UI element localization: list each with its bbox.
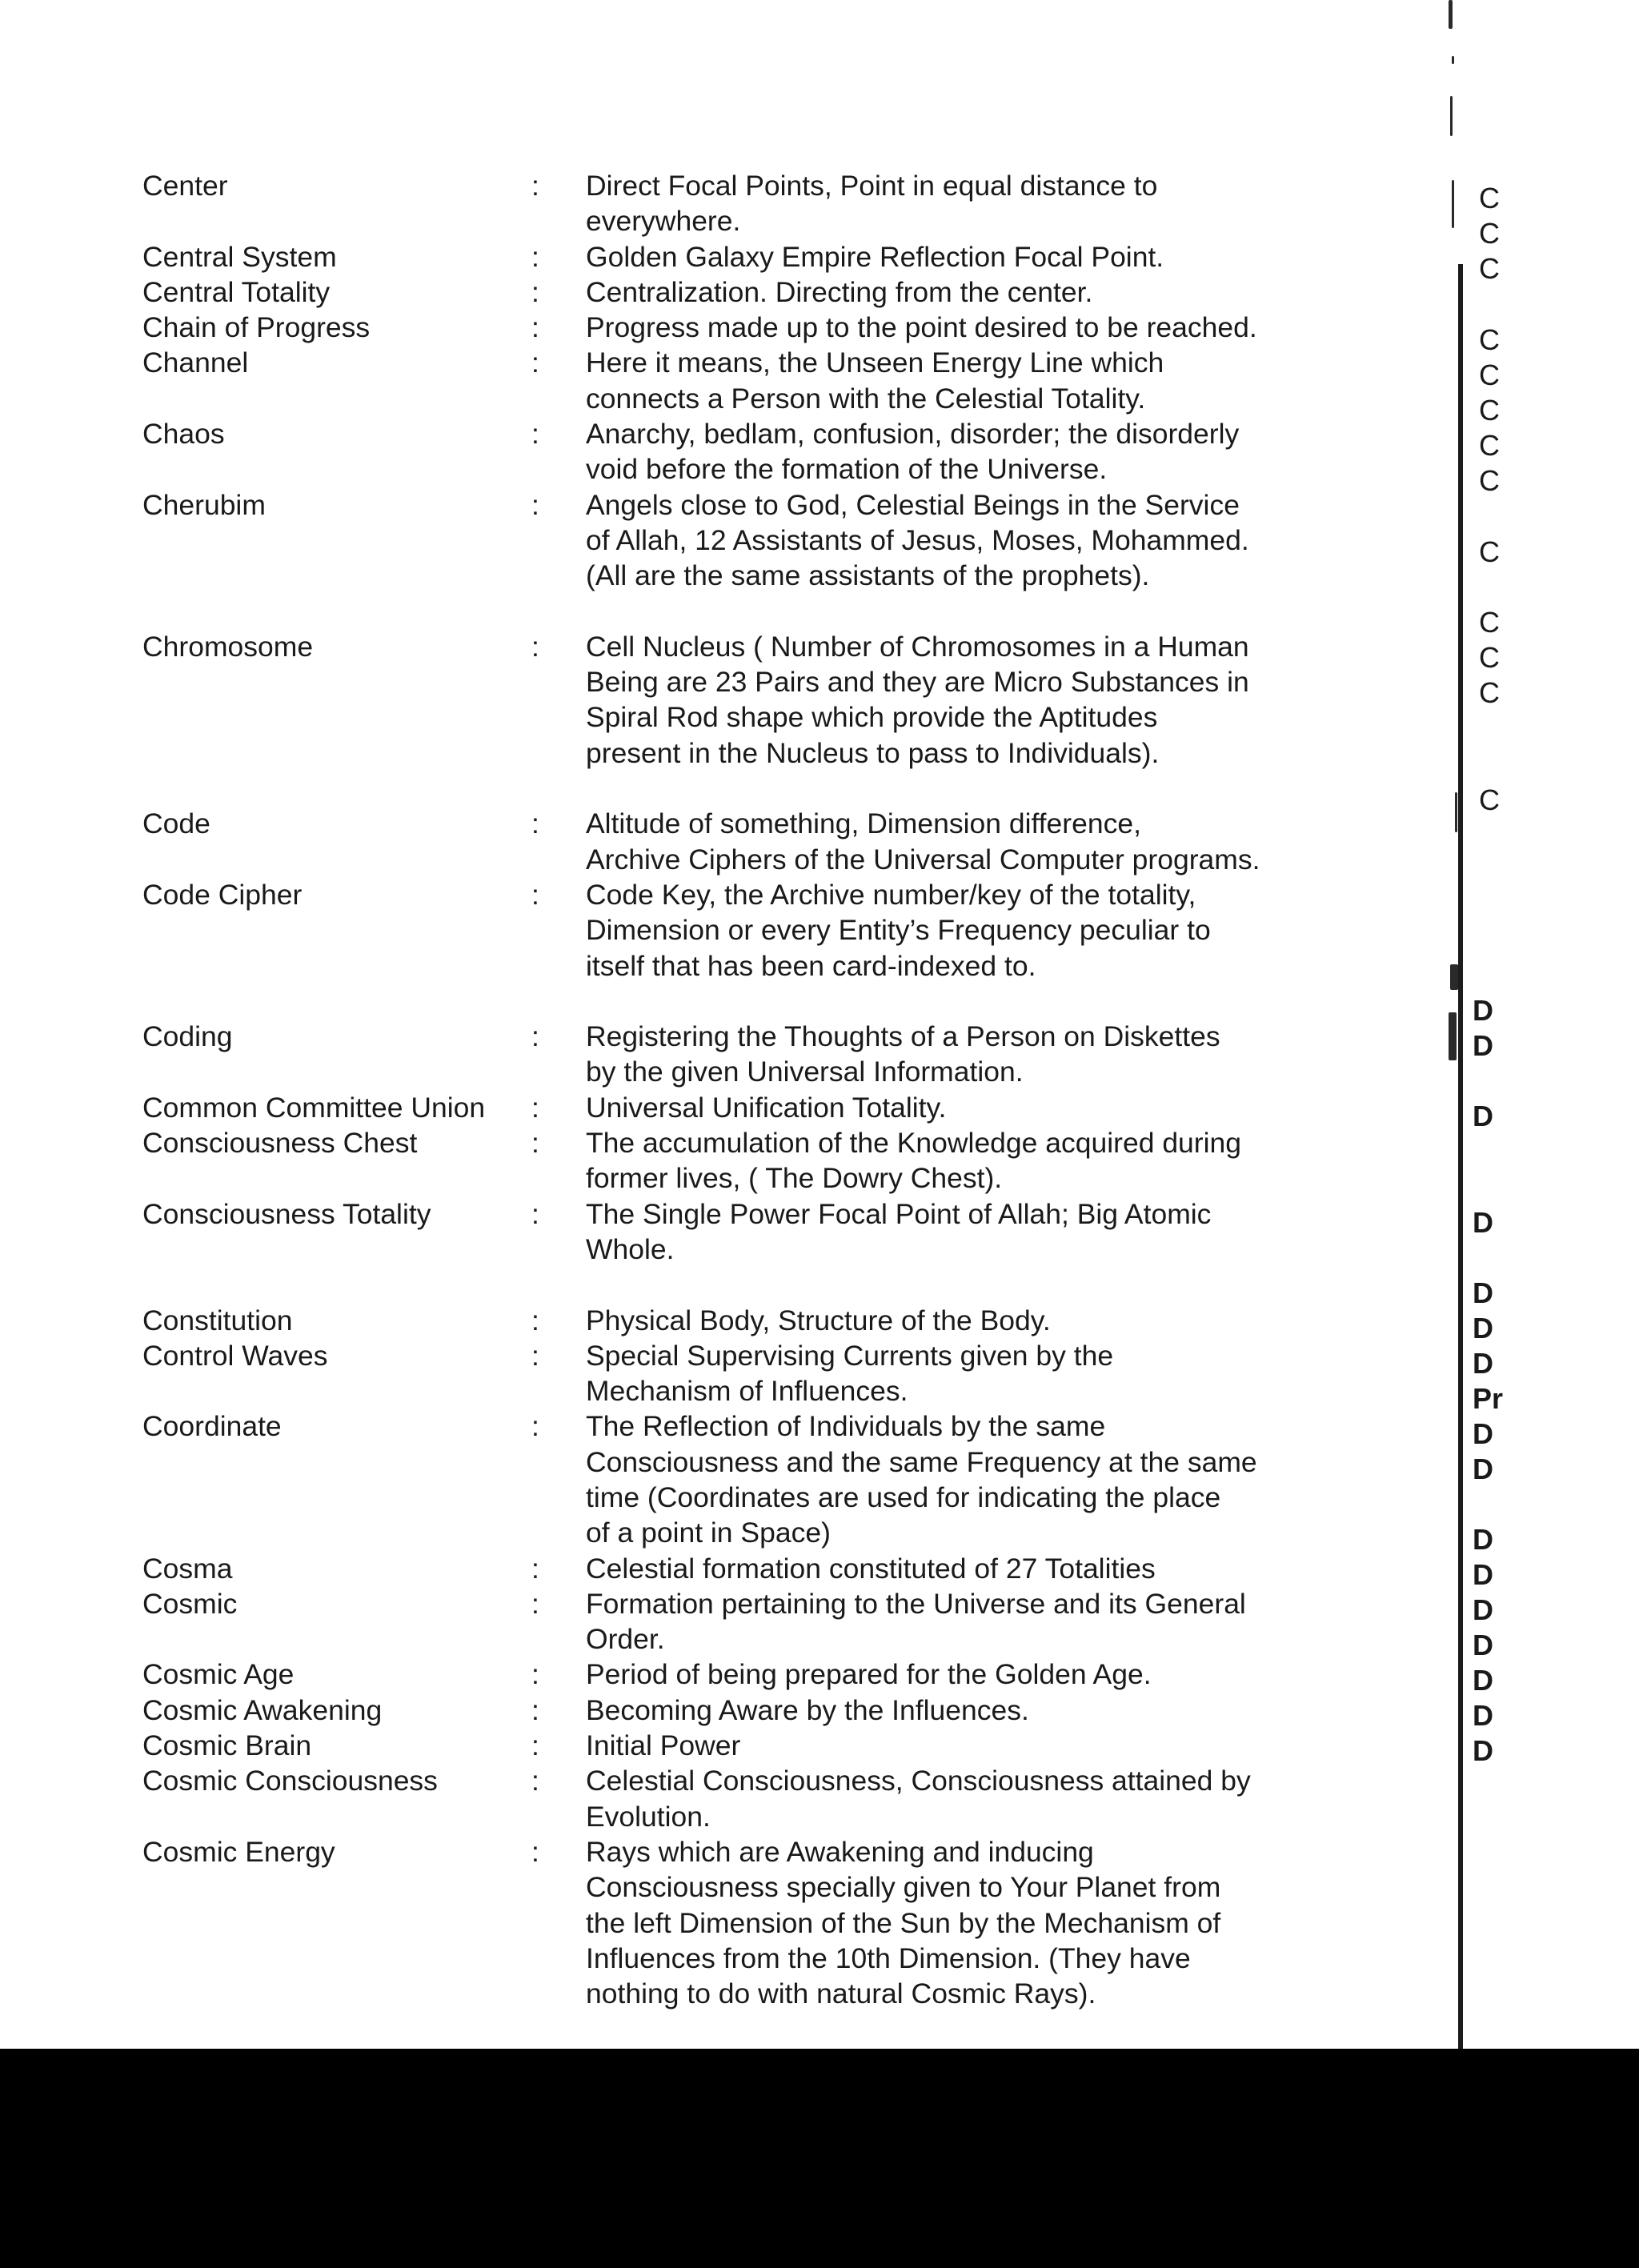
- scan-mark: [1450, 96, 1453, 136]
- glossary-entry: [142, 1019, 1295, 1090]
- definition-line: Influences from the 10th Dimension. (They have: [586, 1941, 1191, 1974]
- definition-line: time (Coordinates are used for indicating the place: [586, 1481, 1221, 1513]
- entry-separator: :: [531, 630, 539, 663]
- entry-term: Center: [142, 170, 228, 202]
- entry-definition: [586, 1196, 1290, 1268]
- facing-page-letter: C: [1479, 394, 1500, 427]
- definition-line: Order.: [586, 1623, 665, 1656]
- facing-page-letter: D: [1473, 1417, 1493, 1450]
- entry-term: Cosmic Brain: [142, 1729, 312, 1762]
- facing-page-letter: C: [1479, 217, 1500, 250]
- facing-page-letter: Pr: [1473, 1382, 1504, 1415]
- entry-separator: :: [531, 347, 539, 379]
- entry-term: Cosmic Consciousness: [142, 1765, 438, 1797]
- entry-term: Consciousness Totality: [142, 1197, 431, 1230]
- facing-page-letter: C: [1479, 464, 1500, 497]
- facing-page-letter: D: [1473, 1734, 1493, 1767]
- definition-line: Registering the Thoughts of a Person on Diskettes: [586, 1020, 1220, 1053]
- definition-line: everywhere.: [586, 205, 741, 238]
- glossary-entry: [142, 877, 1295, 984]
- definition-line: Being are 23 Pairs and they are Micro Substances in: [586, 666, 1249, 699]
- definition-line: Universal Unification Totality.: [586, 1091, 947, 1124]
- glossary-entry: [142, 1763, 1295, 1834]
- definition-line: Period of being prepared for the Golden Age.: [586, 1658, 1152, 1691]
- entry-term: Constitution: [142, 1304, 293, 1336]
- entry-separator: :: [531, 170, 539, 202]
- definition-line: the left Dimension of the Sun by the Mechanism of: [586, 1906, 1221, 1939]
- definition-line: Celestial formation constituted of 27 Totalities: [586, 1552, 1156, 1585]
- entry-term: Channel: [142, 347, 249, 379]
- entry-separator: :: [531, 1020, 539, 1053]
- entry-separator: :: [531, 1765, 539, 1797]
- entry-definition: [586, 416, 1290, 487]
- entry-term: Cosmic Awakening: [142, 1693, 383, 1726]
- entry-term: Cosmic Age: [142, 1658, 295, 1691]
- entry-definition: [586, 1408, 1290, 1550]
- glossary-entry: [142, 1196, 1295, 1268]
- definition-line: (All are the same assistants of the prophets).: [586, 559, 1150, 592]
- entry-separator: :: [531, 311, 539, 344]
- scan-mark: [1452, 56, 1454, 64]
- entry-definition: [586, 806, 1290, 877]
- entry-definition: [586, 1586, 1290, 1657]
- definition-line: Special Supervising Currents given by the: [586, 1339, 1114, 1372]
- definition-line: Formation pertaining to the Universe and its General: [586, 1587, 1246, 1620]
- glossary-entry: [142, 1586, 1295, 1657]
- entry-separator: :: [531, 1587, 539, 1620]
- definition-line: Initial Power: [586, 1729, 741, 1762]
- entry-definition: [586, 310, 1290, 345]
- entry-term: Code Cipher: [142, 878, 303, 911]
- glossary-entry: [142, 1408, 1295, 1550]
- definition-line: Golden Galaxy Empire Reflection Focal Point.: [586, 240, 1164, 273]
- definition-line: Code Key, the Archive number/key of the totality,: [586, 878, 1196, 911]
- glossary-entry: [142, 1728, 1295, 1763]
- glossary-entry: [142, 1551, 1295, 1586]
- entry-definition: [586, 274, 1290, 310]
- entry-definition: [586, 629, 1290, 771]
- entry-term: Coordinate: [142, 1410, 282, 1443]
- entry-definition: [586, 345, 1290, 416]
- facing-page-letter: D: [1473, 1629, 1493, 1661]
- entry-term: Coding: [142, 1020, 233, 1053]
- definition-line: Mechanism of Influences.: [586, 1375, 908, 1408]
- facing-page-letter: D: [1473, 1523, 1493, 1556]
- definition-line: by the given Universal Information.: [586, 1056, 1024, 1088]
- entry-term: Chain of Progress: [142, 311, 371, 344]
- definition-line: Physical Body, Structure of the Body.: [586, 1304, 1051, 1336]
- entry-separator: :: [531, 1091, 539, 1124]
- facing-page-letter: D: [1473, 1664, 1493, 1697]
- definition-line: Direct Focal Points, Point in equal distance to: [586, 170, 1158, 202]
- facing-page-letter: C: [1479, 535, 1500, 568]
- glossary-entry: [142, 1090, 1295, 1125]
- facing-page-letter: D: [1473, 1206, 1493, 1239]
- entry-separator: :: [531, 488, 539, 521]
- definition-line: The Single Power Focal Point of Allah; Big Atomic: [586, 1197, 1212, 1230]
- entry-term: Chromosome: [142, 630, 314, 663]
- glossary-entry: [142, 487, 1295, 594]
- definition-line: of Allah, 12 Assistants of Jesus, Moses, Mohammed.: [586, 523, 1249, 556]
- facing-page-letter: C: [1479, 359, 1500, 391]
- binding-gutter: [1458, 264, 1463, 2049]
- entry-definition: [586, 1019, 1290, 1090]
- entry-separator: :: [531, 275, 539, 308]
- facing-page-letter: D: [1473, 1312, 1493, 1344]
- entry-separator: :: [531, 1835, 539, 1868]
- definition-line: Celestial Consciousness, Consciousness attained by: [586, 1765, 1251, 1797]
- definition-line: Progress made up to the point desired to be reached.: [586, 311, 1257, 344]
- scan-mark: [1455, 792, 1457, 832]
- definition-line: Consciousness specially given to Your Planet from: [586, 1871, 1221, 1904]
- glossary-entry: [142, 1303, 1295, 1338]
- facing-page-letter: D: [1473, 1276, 1493, 1309]
- entry-separator: :: [531, 1658, 539, 1691]
- facing-page-letter: D: [1473, 1699, 1493, 1732]
- facing-page-letter: D: [1473, 1029, 1493, 1062]
- glossary-entry: [142, 345, 1295, 416]
- glossary-list: [142, 168, 1295, 2011]
- definition-line: Becoming Aware by the Influences.: [586, 1693, 1029, 1726]
- entry-definition: [586, 1763, 1290, 1834]
- definition-line: void before the formation of the Universe.: [586, 453, 1108, 486]
- entry-term: Cosma: [142, 1552, 233, 1585]
- definition-line: of a point in Space): [586, 1517, 831, 1549]
- entry-term: Central Totality: [142, 275, 331, 308]
- definition-line: Evolution.: [586, 1800, 711, 1833]
- definition-line: Anarchy, bedlam, confusion, disorder; the disorderly: [586, 418, 1240, 451]
- entry-definition: [586, 877, 1290, 984]
- facing-page-letter: D: [1473, 1347, 1493, 1380]
- entry-definition: [586, 1551, 1290, 1586]
- facing-page-letter: D: [1473, 1593, 1493, 1626]
- facing-page-letter: C: [1479, 182, 1500, 214]
- entry-separator: :: [531, 1552, 539, 1585]
- entry-separator: :: [531, 1729, 539, 1762]
- entry-definition: [586, 1125, 1290, 1196]
- entry-term: Common Committee Union: [142, 1091, 486, 1124]
- facing-page-letter: D: [1473, 1453, 1493, 1485]
- glossary-entry: [142, 806, 1295, 877]
- definition-line: connects a Person with the Celestial Totality.: [586, 382, 1146, 415]
- glossary-entry: [142, 1338, 1295, 1409]
- glossary-entry: [142, 168, 1295, 239]
- glossary-entry: [142, 1834, 1295, 2011]
- entry-term: Central System: [142, 240, 337, 273]
- glossary-entry: [142, 1125, 1295, 1196]
- glossary-entry: [142, 416, 1295, 487]
- scan-mark: [1449, 1012, 1457, 1060]
- glossary-entry: [142, 1657, 1295, 1692]
- definition-line: Cell Nucleus ( Number of Chromosomes in a Human: [586, 630, 1249, 663]
- definition-line: Altitude of something, Dimension difference,: [586, 807, 1141, 840]
- scan-mark: [1452, 180, 1454, 228]
- definition-line: Whole.: [586, 1232, 675, 1265]
- definition-line: Centralization. Directing from the center.: [586, 275, 1093, 308]
- entry-term: Code: [142, 807, 210, 840]
- entry-separator: :: [531, 418, 539, 451]
- definition-line: itself that has been card-indexed to.: [586, 949, 1036, 982]
- entry-separator: :: [531, 807, 539, 840]
- entry-definition: [586, 487, 1290, 594]
- entry-term: Cosmic: [142, 1587, 238, 1620]
- definition-line: Angels close to God, Celestial Beings in the Service: [586, 488, 1240, 521]
- glossary-entry: [142, 274, 1295, 310]
- definition-line: The accumulation of the Knowledge acquired during: [586, 1127, 1241, 1160]
- entry-separator: :: [531, 1304, 539, 1336]
- entry-definition: [586, 1657, 1290, 1692]
- glossary-entry: [142, 239, 1295, 274]
- entry-term: Chaos: [142, 418, 225, 451]
- definition-line: Rays which are Awakening and inducing: [586, 1835, 1094, 1868]
- facing-page-letter: C: [1479, 252, 1500, 285]
- entry-separator: :: [531, 240, 539, 273]
- entry-definition: [586, 1338, 1290, 1409]
- scan-mark: [1450, 964, 1458, 990]
- entry-term: Control Waves: [142, 1339, 328, 1372]
- facing-page-letter: D: [1473, 1558, 1493, 1591]
- entry-term: Cosmic Energy: [142, 1835, 335, 1868]
- definition-line: present in the Nucleus to pass to Individuals).: [586, 736, 1160, 769]
- facing-page-fragment: [1469, 0, 1639, 2049]
- glossary-entry: [142, 629, 1295, 771]
- entry-definition: [586, 239, 1290, 274]
- entry-term: Cherubim: [142, 488, 266, 521]
- entry-separator: :: [531, 1410, 539, 1443]
- definition-line: Dimension or every Entity’s Frequency peculiar to: [586, 914, 1211, 947]
- definition-line: The Reflection of Individuals by the same: [586, 1410, 1106, 1443]
- glossary-entry: [142, 310, 1295, 345]
- entry-separator: :: [531, 1197, 539, 1230]
- entry-separator: :: [531, 878, 539, 911]
- entry-separator: :: [531, 1127, 539, 1160]
- entry-definition: [586, 1303, 1290, 1338]
- entry-definition: [586, 1728, 1290, 1763]
- definition-line: former lives, ( The Dowry Chest).: [586, 1162, 1003, 1195]
- facing-page-letter: C: [1479, 783, 1500, 816]
- definition-line: Archive Ciphers of the Universal Computer programs.: [586, 843, 1260, 876]
- entry-definition: [586, 168, 1290, 239]
- glossary-entry: [142, 1693, 1295, 1728]
- facing-page-letter: C: [1479, 606, 1500, 639]
- facing-page-letter: C: [1479, 429, 1500, 462]
- definition-line: Spiral Rod shape which provide the Aptitudes: [586, 701, 1158, 734]
- definition-line: Here it means, the Unseen Energy Line which: [586, 347, 1164, 379]
- scan-background: [0, 2049, 1639, 2268]
- entry-definition: [586, 1693, 1290, 1728]
- facing-page-letter: C: [1479, 676, 1500, 709]
- facing-page-letter: D: [1473, 1100, 1493, 1132]
- scan-mark: [1449, 0, 1453, 29]
- facing-page-letter: D: [1473, 994, 1493, 1027]
- entry-definition: [586, 1834, 1290, 2011]
- entry-separator: :: [531, 1693, 539, 1726]
- facing-page-letter: C: [1479, 641, 1500, 674]
- entry-separator: :: [531, 1339, 539, 1372]
- facing-page-letter: C: [1479, 323, 1500, 356]
- entry-definition: [586, 1090, 1290, 1125]
- definition-line: nothing to do with natural Cosmic Rays).: [586, 1977, 1096, 2010]
- entry-term: Consciousness Chest: [142, 1127, 418, 1160]
- definition-line: Consciousness and the same Frequency at the same: [586, 1445, 1257, 1478]
